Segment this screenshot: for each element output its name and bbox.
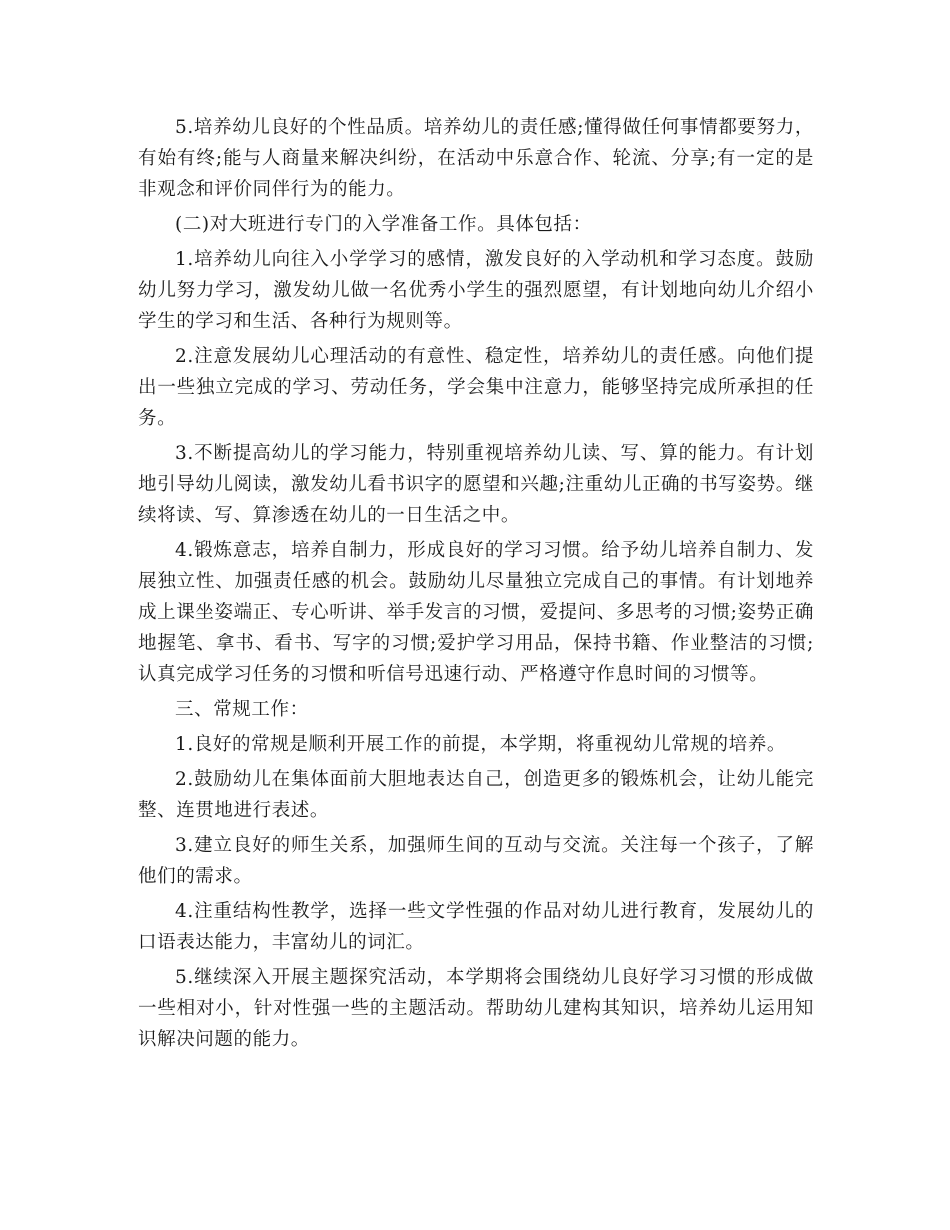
heading-routine-work: 三、常规工作： (175, 699, 309, 720)
paragraph-school-motivation: 1.培养幼儿向往入小学学习的感情，激发良好的入学动机和学习态度。鼓励幼儿努力学习，激发幼儿做一名优秀小学生的强烈愿望，有计划地向幼儿介绍小学生的学习和生活、各种行为规则等。 (138, 249, 814, 332)
paragraph-structured-teaching: 4.注重结构性教学，选择一些文学性强的作品对幼儿进行教育，发展幼儿的口语表达能力，丰富幼儿的词汇。 (138, 901, 814, 953)
heading-school-preparation: (二)对大班进行专门的入学准备工作。具体包括： (175, 214, 592, 235)
paragraph-willpower-habits: 4.锻炼意志，培养自制力，形成良好的学习习惯。给予幼儿培养自制力、发展独立性、加强责任感的机会。鼓励幼儿尽量独立完成自己的事情。有计划地养成上课坐姿端正、专心听讲、举手发言的习惯，爱提问、多思考的习惯;姿势正确地握笔、拿书、看书、写字的习惯;爱护学习用品，保持书籍、作业整洁的习惯;认真完成学习任务的习惯和听信号迅速行动、严格遵守作息时间的习惯等。 (138, 540, 814, 685)
paragraph-personality-quality: 5.培养幼儿良好的个性品质。培养幼儿的责任感;懂得做任何事情都要努力，有始有终;能与人商量来解决纠纷，在活动中乐意合作、轮流、分享;有一定的是非观念和评价同伴行为的能力。 (138, 117, 814, 200)
paragraph-theme-activities: 5.继续深入开展主题探究活动，本学期将会围绕幼儿良好学习习惯的形成做一些相对小，针对性强一些的主题活动。帮助幼儿建构其知识，培养幼儿运用知识解决问题的能力。 (138, 967, 814, 1050)
paragraph-self-expression: 2.鼓励幼儿在集体面前大胆地表达自己，创造更多的锻炼机会，让幼儿能完整、连贯地进行表述。 (138, 769, 814, 821)
paragraph-teacher-student: 3.建立良好的师生关系，加强师生间的互动与交流。关注每一个孩子，了解他们的需求。 (138, 835, 814, 887)
document-body (138, 112, 814, 1059)
paragraph-attention-development: 2.注意发展幼儿心理活动的有意性、稳定性，培养幼儿的责任感。向他们提出一些独立完成的学习、劳动任务，学会集中注意力，能够坚持完成所承担的任务。 (138, 346, 814, 429)
paragraph-learning-ability: 3.不断提高幼儿的学习能力，特别重视培养幼儿读、写、算的能力。有计划地引导幼儿阅读，激发幼儿看书识字的愿望和兴趣;注重幼儿正确的书写姿势。继续将读、写、算渗透在幼儿的一日生活之中。 (138, 443, 814, 526)
paragraph-routine-premise: 1.良好的常规是顺利开展工作的前提，本学期，将重视幼儿常规的培养。 (175, 734, 786, 755)
